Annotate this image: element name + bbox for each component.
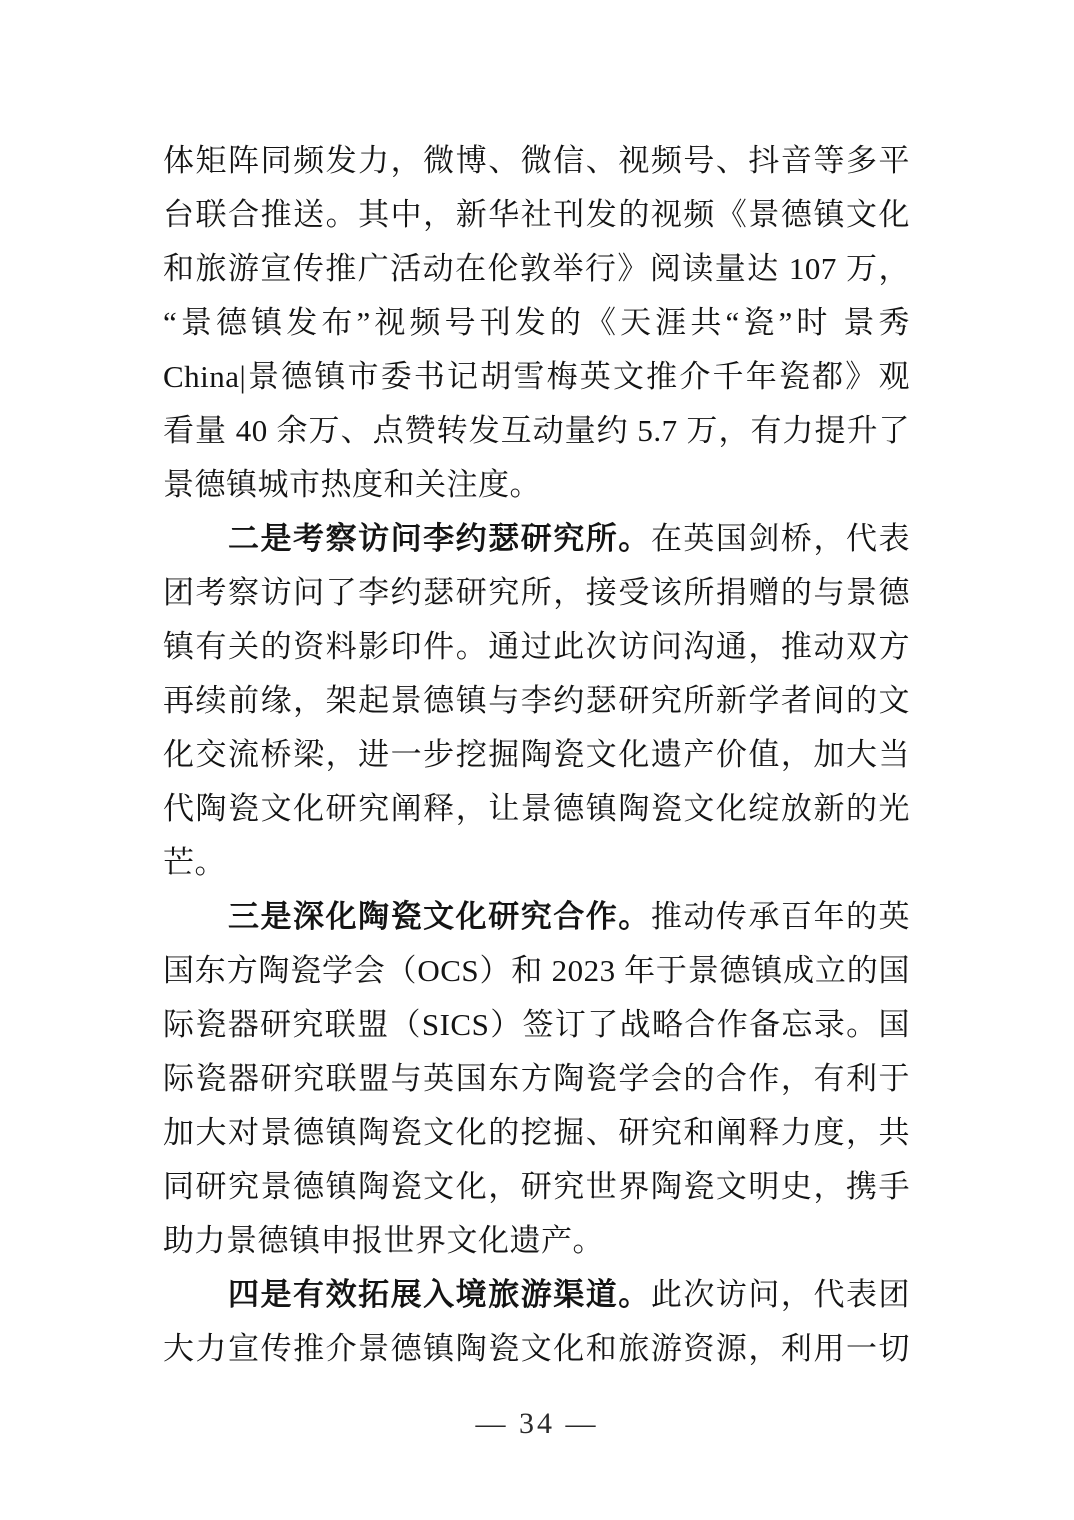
text-run: 代陶瓷文化研究阐释，让景德镇陶瓷文化绽放新的光 bbox=[163, 791, 910, 826]
text-run: 团考察访问了李约瑟研究所，接受该所捐赠的与景德 bbox=[163, 575, 910, 610]
text-line bbox=[163, 134, 910, 188]
text-run: “景德镇发布”视频号刊发的《天涯共“瓷”时 景秀 bbox=[163, 305, 910, 340]
text-run: 际瓷器研究联盟与英国东方陶瓷学会的合作，有利于 bbox=[163, 1061, 910, 1096]
text-run: 助力景德镇申报世界文化遗产。 bbox=[163, 1223, 604, 1258]
section-heading-run: 三是深化陶瓷文化研究合作。 bbox=[228, 899, 651, 934]
text-run: 镇有关的资料影印件。通过此次访问沟通，推动双方 bbox=[163, 629, 910, 664]
document-body-text bbox=[163, 134, 910, 1376]
text-line bbox=[163, 188, 910, 242]
page-number: — 34 — bbox=[475, 1407, 599, 1440]
text-line bbox=[163, 944, 910, 998]
text-line bbox=[163, 998, 910, 1052]
text-run: 和旅游宣传推广活动在伦敦举行》阅读量达 107 万， bbox=[163, 251, 910, 286]
text-run: 看量 40 余万、点赞转发互动量约 5.7 万，有力提升了 bbox=[163, 413, 910, 448]
text-run: 芒。 bbox=[163, 845, 226, 880]
text-run: 再续前缘，架起景德镇与李约瑟研究所新学者间的文 bbox=[163, 683, 910, 718]
text-run: 加大对景德镇陶瓷文化的挖掘、研究和阐释力度，共 bbox=[163, 1115, 910, 1150]
text-run: 景德镇城市热度和关注度。 bbox=[163, 467, 541, 502]
text-line bbox=[163, 728, 910, 782]
text-line bbox=[163, 1322, 910, 1376]
text-line-section-heading-4 bbox=[163, 1268, 910, 1322]
text-line bbox=[163, 1160, 910, 1214]
text-line-section-heading-2 bbox=[163, 512, 910, 566]
text-line-section-heading-3 bbox=[163, 890, 910, 944]
text-line bbox=[163, 674, 910, 728]
text-line bbox=[163, 296, 910, 350]
section-heading-run: 四是有效拓展入境旅游渠道。 bbox=[228, 1277, 651, 1312]
text-line bbox=[163, 566, 910, 620]
text-run: China|景德镇市委书记胡雪梅英文推介千年瓷都》观 bbox=[163, 359, 910, 394]
text-run: 化交流桥梁，进一步挖掘陶瓷文化遗产价值，加大当 bbox=[163, 737, 910, 772]
text-run: 国东方陶瓷学会（OCS）和 2023 年于景德镇成立的国 bbox=[163, 953, 910, 988]
text-line-paragraph-end bbox=[163, 836, 910, 890]
text-run: 推动传承百年的英 bbox=[650, 899, 911, 934]
text-run: 此次访问，代表团 bbox=[650, 1277, 911, 1312]
text-run: 在英国剑桥，代表 bbox=[650, 521, 911, 556]
text-line bbox=[163, 404, 910, 458]
text-run: 际瓷器研究联盟（SICS）签订了战略合作备忘录。国 bbox=[163, 1007, 910, 1042]
text-run: 大力宣传推介景德镇陶瓷文化和旅游资源，利用一切 bbox=[163, 1331, 910, 1366]
text-line bbox=[163, 620, 910, 674]
text-run: 台联合推送。其中，新华社刊发的视频《景德镇文化 bbox=[163, 197, 910, 232]
text-line bbox=[163, 350, 910, 404]
text-line bbox=[163, 1052, 910, 1106]
text-line bbox=[163, 782, 910, 836]
text-line-paragraph-end bbox=[163, 1214, 910, 1268]
text-line bbox=[163, 1106, 910, 1160]
text-run: 同研究景德镇陶瓷文化，研究世界陶瓷文明史，携手 bbox=[163, 1169, 910, 1204]
text-run: 体矩阵同频发力，微博、微信、视频号、抖音等多平 bbox=[163, 143, 910, 178]
text-line-paragraph-end bbox=[163, 458, 910, 512]
section-heading-run: 二是考察访问李约瑟研究所。 bbox=[228, 521, 651, 556]
text-line bbox=[163, 242, 910, 296]
